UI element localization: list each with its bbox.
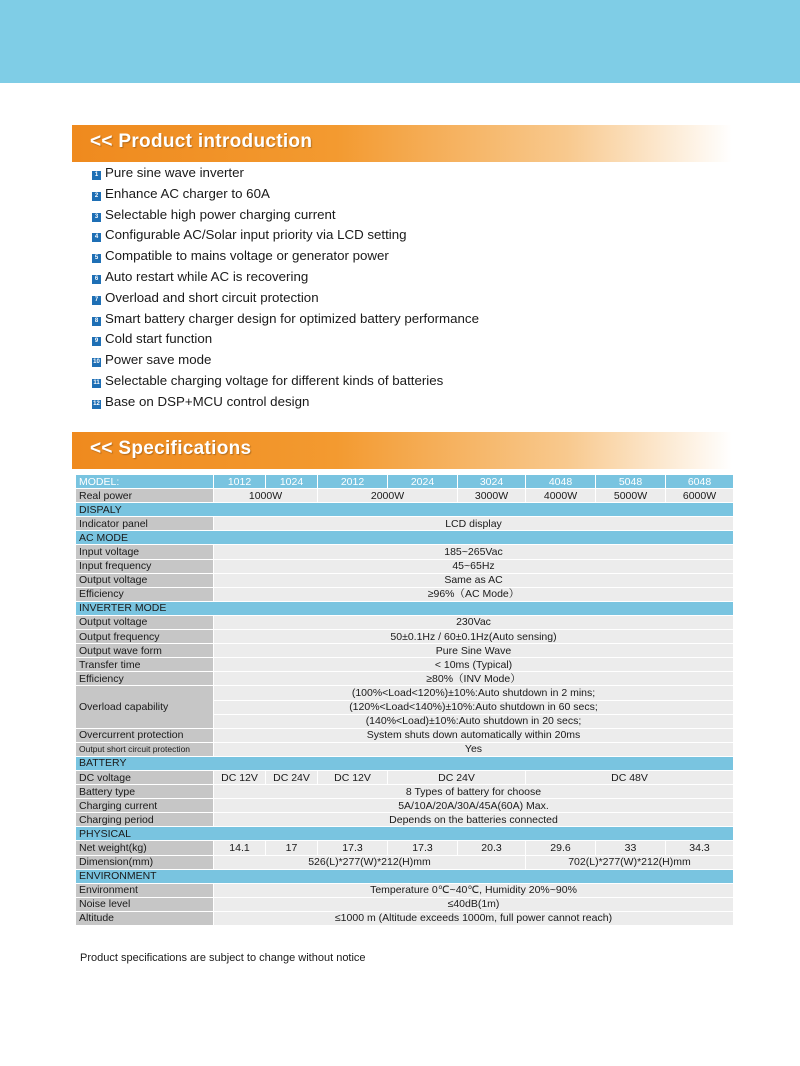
weight-cell: 17	[266, 841, 318, 855]
feature-item: 1 Pure sine wave inverter	[92, 163, 479, 184]
dimension-cell: 702(L)*277(W)*212(H)mm	[526, 855, 734, 869]
row-label: Charging current	[76, 799, 214, 813]
row-label: Input frequency	[76, 559, 214, 573]
specifications-title: << Specifications	[90, 438, 252, 459]
row-value: 5A/10A/20A/30A/45A(60A) Max.	[214, 799, 734, 813]
row-value: ≤40dB(1m)	[214, 897, 734, 911]
row-label: Noise level	[76, 897, 214, 911]
row-value: (100%<Load<120%)±10%:Auto shutdown in 2 mins;	[214, 686, 734, 700]
row-value: Depends on the batteries connected	[214, 813, 734, 827]
model-cell: 1024	[266, 475, 318, 489]
row-label: Output short circuit protection	[76, 742, 214, 756]
section-title: DISPALY	[76, 503, 734, 517]
feature-item: 11 Selectable charging voltage for different kinds of batteries	[93, 372, 444, 388]
model-cell: 6048	[666, 475, 734, 489]
weight-cell: 14.1	[214, 841, 266, 855]
row-label: Output voltage	[76, 573, 214, 587]
model-cell: 2012	[318, 475, 388, 489]
model-cell: 1012	[214, 475, 266, 489]
row-label: Transfer time	[76, 658, 214, 672]
number-badge: 12	[93, 400, 100, 407]
row-label: Real power	[76, 489, 214, 503]
dimension-cell: 526(L)*277(W)*212(H)mm	[214, 855, 526, 869]
row-value: Yes	[214, 742, 734, 756]
number-badge: 10	[93, 359, 100, 366]
spec-row	[76, 897, 734, 911]
spec-row	[76, 644, 734, 658]
specifications-table	[75, 474, 734, 926]
real-power-row	[76, 489, 734, 503]
real-power-cell: 6000W	[666, 489, 734, 503]
feature-item: 4 Configurable AC/Solar input priority via LCD setting	[92, 225, 479, 246]
spec-row	[76, 672, 734, 686]
real-power-cell: 5000W	[596, 489, 666, 503]
row-value: 8 Types of battery for choose	[214, 785, 734, 799]
model-cell: 5048	[596, 475, 666, 489]
row-label: Output voltage	[76, 615, 214, 629]
row-label: Altitude	[76, 911, 214, 925]
number-badge: 4	[92, 233, 101, 242]
row-value: (120%<Load<140%)±10%:Auto shutdown in 60 secs;	[214, 700, 734, 714]
section-row	[76, 503, 734, 517]
spec-row	[76, 559, 734, 573]
row-value: ≥96%（AC Mode）	[214, 587, 734, 601]
section-row	[76, 869, 734, 883]
row-value: Same as AC	[214, 573, 734, 587]
number-badge: 3	[92, 213, 101, 222]
row-label: Battery type	[76, 785, 214, 799]
dc-voltage-cell: DC 24V	[388, 770, 526, 784]
product-introduction-banner	[72, 125, 732, 162]
number-badge: 11	[93, 379, 100, 386]
model-cell: 4048	[526, 475, 596, 489]
row-label: Input voltage	[76, 545, 214, 559]
row-value: 50±0.1Hz / 60±0.1Hz(Auto sensing)	[214, 630, 734, 644]
row-value: 45~65Hz	[214, 559, 734, 573]
feature-item: 3 Selectable high power charging current	[92, 205, 479, 226]
spec-row	[76, 911, 734, 925]
spec-row	[76, 770, 734, 784]
model-cell: 3024	[458, 475, 526, 489]
weight-cell: 29.6	[526, 841, 596, 855]
row-value: < 10ms (Typical)	[214, 658, 734, 672]
section-title: INVERTER MODE	[76, 601, 734, 615]
section-row	[76, 827, 734, 841]
row-value: 185~265Vac	[214, 545, 734, 559]
dc-voltage-cell: DC 12V	[318, 770, 388, 784]
row-value: ≤1000 m (Altitude exceeds 1000m, full power cannot reach)	[214, 911, 734, 925]
row-label: Output frequency	[76, 630, 214, 644]
section-title: PHYSICAL	[76, 827, 734, 841]
row-value: System shuts down automatically within 20ms	[214, 728, 734, 742]
section-row	[76, 601, 734, 615]
section-row	[76, 531, 734, 545]
spec-row	[76, 630, 734, 644]
feature-item: 12 Base on DSP+MCU control design	[93, 393, 310, 409]
model-row	[76, 475, 734, 489]
weight-cell: 17.3	[318, 841, 388, 855]
row-value: Pure Sine Wave	[214, 644, 734, 658]
section-row	[76, 756, 734, 770]
weight-cell: 33	[596, 841, 666, 855]
real-power-cell: 3000W	[458, 489, 526, 503]
number-badge: 2	[92, 192, 101, 201]
weight-cell: 20.3	[458, 841, 526, 855]
row-label: Overload capability	[76, 686, 214, 728]
spec-row	[76, 742, 734, 756]
spec-row	[76, 545, 734, 559]
row-value: Temperature 0℃~40℃, Humidity 20%~90%	[214, 883, 734, 897]
row-label: Net weight(kg)	[76, 841, 214, 855]
header-band	[0, 0, 800, 83]
row-label: Efficiency	[76, 672, 214, 686]
real-power-cell: 4000W	[526, 489, 596, 503]
number-badge: 9	[92, 337, 101, 346]
model-label: MODEL:	[76, 475, 214, 489]
real-power-cell: 2000W	[318, 489, 458, 503]
spec-row	[76, 785, 734, 799]
row-label: DC voltage	[76, 770, 214, 784]
row-label: Dimension(mm)	[76, 855, 214, 869]
model-cell: 2024	[388, 475, 458, 489]
row-value: ≥80%（INV Mode）	[214, 672, 734, 686]
feature-item: 10 Power save mode	[93, 352, 212, 368]
row-label: Output wave form	[76, 644, 214, 658]
number-badge: 6	[92, 275, 101, 284]
number-badge: 7	[92, 296, 101, 305]
spec-row	[76, 799, 734, 813]
specifications-banner	[72, 432, 732, 469]
feature-item: 2 Enhance AC charger to 60A	[92, 184, 479, 205]
feature-list	[92, 163, 479, 413]
spec-row	[76, 573, 734, 587]
dc-voltage-cell: DC 24V	[266, 770, 318, 784]
feature-item: 6 Auto restart while AC is recovering	[92, 267, 479, 288]
spec-row	[76, 686, 734, 700]
footnote: Product specifications are subject to change without notice	[80, 952, 366, 964]
row-label: Charging period	[76, 813, 214, 827]
product-introduction-title: << Product introduction	[90, 131, 313, 152]
spec-row	[76, 855, 734, 869]
feature-item: 7 Overload and short circuit protection	[92, 288, 479, 309]
real-power-cell: 1000W	[214, 489, 318, 503]
weight-cell: 17.3	[388, 841, 458, 855]
number-badge: 5	[92, 254, 101, 263]
row-value: LCD display	[214, 517, 734, 531]
row-value: 230Vac	[214, 615, 734, 629]
spec-row	[76, 517, 734, 531]
spec-row	[76, 728, 734, 742]
dc-voltage-cell: DC 48V	[526, 770, 734, 784]
section-title: AC MODE	[76, 531, 734, 545]
weight-cell: 34.3	[666, 841, 734, 855]
spec-row	[76, 813, 734, 827]
dc-voltage-cell: DC 12V	[214, 770, 266, 784]
spec-row	[76, 615, 734, 629]
row-label: Overcurrent protection	[76, 728, 214, 742]
spec-row	[76, 883, 734, 897]
spec-row	[76, 658, 734, 672]
row-label: Environment	[76, 883, 214, 897]
number-badge: 8	[92, 317, 101, 326]
row-label: Efficiency	[76, 587, 214, 601]
feature-item: 8 Smart battery charger design for optimized battery performance	[92, 309, 479, 330]
feature-item: 5 Compatible to mains voltage or generator power	[92, 246, 479, 267]
feature-item: 9 Cold start function	[92, 329, 479, 350]
row-label: Indicator panel	[76, 517, 214, 531]
spec-row	[76, 841, 734, 855]
spec-row	[76, 587, 734, 601]
row-value: (140%<Load)±10%:Auto shutdown in 20 secs;	[214, 714, 734, 728]
section-title: BATTERY	[76, 756, 734, 770]
number-badge: 1	[92, 171, 101, 180]
section-title: ENVIRONMENT	[76, 869, 734, 883]
